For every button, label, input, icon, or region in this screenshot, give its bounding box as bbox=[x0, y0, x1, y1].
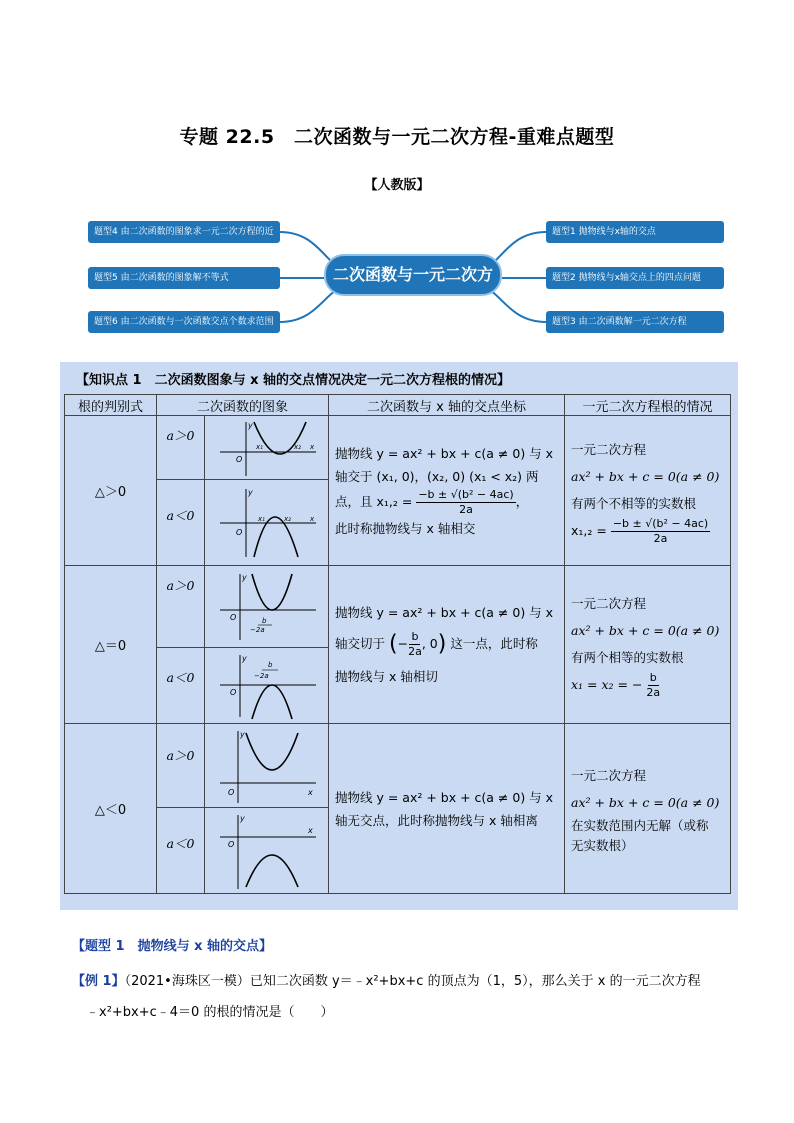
a-condition: a＞0 bbox=[157, 416, 205, 480]
intersection-desc bbox=[329, 416, 565, 566]
table-row bbox=[65, 724, 731, 808]
fraction bbox=[646, 671, 660, 700]
desc-line: 此时称抛物线与 x 轴相交 bbox=[335, 520, 476, 536]
upward-parabola-tangent-graph bbox=[212, 570, 322, 644]
mindmap-center: 二次函数与一元二次方程 bbox=[324, 254, 502, 296]
graph-cell bbox=[205, 648, 329, 724]
discriminant-cell: △＞0 bbox=[65, 416, 157, 566]
roots-line bbox=[571, 671, 724, 700]
roots-line: 有两个相等的实数根 bbox=[571, 649, 684, 665]
desc-line: 抛物线 y = ax² + bx + c(a ≠ 0) 与 x bbox=[335, 789, 554, 805]
a-condition: a＞0 bbox=[157, 566, 205, 648]
section-heading: 【题型 1 抛物线与 x 轴的交点】 bbox=[72, 939, 273, 954]
roots-line: 在实数范围内无解（或称 bbox=[571, 817, 709, 833]
roots-text: x₁ = x₂ = − bbox=[571, 676, 643, 692]
knowledge-panel bbox=[60, 362, 738, 910]
fraction bbox=[408, 630, 422, 659]
roots-line: 一元二次方程 bbox=[571, 767, 647, 783]
svg-text:y: y bbox=[239, 729, 245, 739]
svg-text:y: y bbox=[241, 653, 247, 663]
svg-text:y: y bbox=[241, 572, 247, 582]
svg-text:y: y bbox=[247, 420, 253, 430]
desc-line: 点，且 x₁,₂ = $\frac{\text{−b ± √(b² − 4ac)}}{2a}$ ， bbox=[335, 487, 529, 516]
page-title: 专题 22.5 二次函数与一元二次方程-重难点题型 bbox=[179, 126, 615, 148]
graph-cell bbox=[205, 724, 329, 808]
mindmap-topic-5: 题型5 由二次函数的图象解不等式 bbox=[88, 267, 280, 289]
svg-text:y: y bbox=[247, 487, 253, 497]
a-condition: a＜0 bbox=[157, 648, 205, 724]
mindmap-topic-1: 题型1 抛物线与x轴的交点 bbox=[546, 221, 724, 243]
svg-text:x: x bbox=[307, 787, 313, 797]
example-text: （2021•海珠区一模）已知二次函数 y＝﹣x²+bx+c 的顶点为（1，5），那么关于 x 的一元二次方程 bbox=[124, 974, 701, 989]
fraction-numerator: b bbox=[411, 630, 419, 644]
example-line bbox=[72, 966, 732, 997]
svg-text:−2a: −2a bbox=[253, 671, 269, 680]
roots-desc bbox=[565, 566, 731, 724]
desc-text: 这一点，此时称 bbox=[450, 636, 538, 652]
table-header-row bbox=[65, 395, 731, 416]
intersection-desc bbox=[329, 566, 565, 724]
svg-text:x₁: x₁ bbox=[255, 442, 263, 451]
mindmap-topic-3: 题型3 由二次函数解一元二次方程 bbox=[546, 311, 724, 333]
svg-text:x: x bbox=[307, 825, 313, 835]
fraction-numerator: b bbox=[649, 670, 657, 684]
roots-desc bbox=[565, 724, 731, 894]
mind-map bbox=[88, 212, 728, 338]
upward-parabola-no-roots-graph bbox=[212, 727, 322, 805]
upward-parabola-two-roots-graph bbox=[212, 418, 322, 478]
fraction bbox=[611, 517, 710, 546]
edition-label: 【人教版】 bbox=[364, 178, 430, 193]
svg-text:x: x bbox=[309, 514, 314, 523]
svg-text:x: x bbox=[309, 442, 314, 451]
desc-text: 轴交切于 bbox=[335, 636, 386, 652]
svg-text:x₂: x₂ bbox=[293, 442, 301, 451]
example-label: 【例 1】 bbox=[72, 974, 125, 989]
desc-line: 轴交切于 (− $\frac{b}{2a}$ , 0) 这一点，此时称 bbox=[335, 630, 538, 659]
fraction bbox=[416, 488, 515, 517]
graph-cell bbox=[205, 566, 329, 648]
desc-line: 轴交于 (x₁, 0)，(x₂, 0) (x₁ < x₂) 两 bbox=[335, 468, 539, 484]
fraction-numerator: −b ± √(b² − 4ac) bbox=[612, 516, 709, 530]
roots-line bbox=[571, 517, 724, 546]
svg-text:O: O bbox=[229, 612, 236, 622]
desc-line: 轴无交点，此时称抛物线与 x 轴相离 bbox=[335, 812, 538, 828]
downward-parabola-two-roots-graph bbox=[212, 485, 322, 561]
roots-line: ax² + bx + c = 0(a ≠ 0) bbox=[571, 794, 720, 810]
roots-line: 一元二次方程 bbox=[571, 595, 647, 611]
header-discriminant: 根的判别式 bbox=[65, 395, 157, 416]
header-graph: 二次函数的图象 bbox=[157, 395, 329, 416]
fraction-denominator: 2a bbox=[646, 685, 661, 699]
table-row bbox=[65, 566, 731, 648]
svg-text:O: O bbox=[227, 839, 234, 849]
roots-text: x₁,₂ = bbox=[571, 522, 607, 538]
svg-text:O: O bbox=[235, 527, 242, 537]
svg-text:b: b bbox=[267, 660, 272, 669]
a-condition: a＞0 bbox=[157, 724, 205, 808]
svg-text:x₂: x₂ bbox=[283, 514, 291, 523]
graph-cell bbox=[205, 480, 329, 566]
mindmap-topic-4: 题型4 由二次函数的图象求一元二次方程的近似解 bbox=[88, 221, 280, 243]
example-1 bbox=[72, 966, 732, 1028]
fraction-denominator: 2a bbox=[653, 531, 668, 545]
svg-text:O: O bbox=[235, 454, 242, 464]
graph-cell bbox=[205, 416, 329, 480]
intersection-desc bbox=[329, 724, 565, 894]
roots-line: 无实数根） bbox=[571, 837, 634, 853]
roots-line: ax² + bx + c = 0(a ≠ 0) bbox=[571, 622, 720, 638]
roots-line: 有两个不相等的实数根 bbox=[571, 495, 697, 511]
desc-line: 抛物线与 x 轴相切 bbox=[335, 668, 438, 684]
table-row bbox=[65, 416, 731, 480]
fraction-denominator: 2a bbox=[459, 502, 473, 516]
svg-text:O: O bbox=[229, 687, 236, 697]
a-condition: a＜0 bbox=[157, 808, 205, 894]
example-text: ﹣x²+bx+c﹣4＝0 的根的情况是（ ） bbox=[86, 1005, 334, 1020]
fraction-numerator: −b ± √(b² − 4ac) bbox=[418, 487, 514, 501]
knowledge-title: 【知识点 1 二次函数图象与 x 轴的交点情况决定一元二次方程根的情况】 bbox=[76, 373, 511, 388]
svg-text:y: y bbox=[239, 813, 245, 823]
header-intersections: 二次函数与 x 轴的交点坐标 bbox=[329, 395, 565, 416]
downward-parabola-tangent-graph bbox=[212, 651, 322, 721]
roots-line: 一元二次方程 bbox=[571, 441, 647, 457]
knowledge-table bbox=[64, 394, 731, 894]
desc-line: 抛物线 y = ax² + bx + c(a ≠ 0) 与 x bbox=[335, 445, 554, 461]
mindmap-topic-2: 题型2 抛物线与x轴交点上的四点问题 bbox=[546, 267, 724, 289]
roots-desc bbox=[565, 416, 731, 566]
roots-line: ax² + bx + c = 0(a ≠ 0) bbox=[571, 468, 720, 484]
desc-line: 抛物线 y = ax² + bx + c(a ≠ 0) 与 x bbox=[335, 605, 554, 621]
svg-text:−2a: −2a bbox=[249, 625, 265, 634]
svg-text:x₁: x₁ bbox=[257, 514, 265, 523]
desc-text: 点，且 x₁,₂ = bbox=[335, 493, 413, 509]
header-roots: 一元二次方程根的情况 bbox=[565, 395, 731, 416]
svg-text:b: b bbox=[261, 616, 266, 625]
mindmap-topic-6: 题型6 由二次函数与一次函数交点个数求范围 bbox=[88, 311, 280, 333]
graph-cell bbox=[205, 808, 329, 894]
a-condition: a＜0 bbox=[157, 480, 205, 566]
downward-parabola-no-roots-graph bbox=[212, 811, 322, 891]
discriminant-cell: △＝0 bbox=[65, 566, 157, 724]
svg-text:O: O bbox=[227, 787, 234, 797]
discriminant-cell: △＜0 bbox=[65, 724, 157, 894]
fraction-denominator: 2a bbox=[408, 645, 422, 659]
